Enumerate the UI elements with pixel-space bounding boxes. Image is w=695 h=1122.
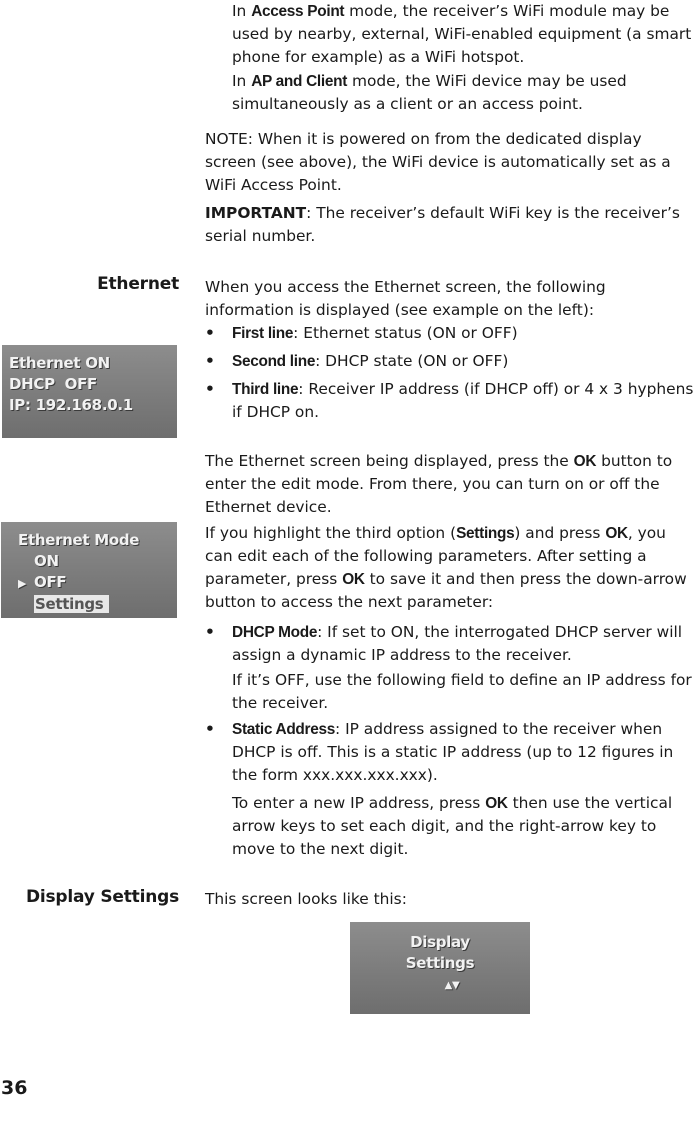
up-down-arrows-icon: ▲▼ bbox=[444, 980, 460, 991]
settings-paragraph: If you highlight the third option (Settings) and press OK, you can edit each of the following parameters. After setting a parameter, press OK to save it and then press the down-arrow button to access the next parameter: bbox=[205, 524, 687, 611]
pointer-icon: ▶ bbox=[18, 577, 27, 590]
ethernet-mode-screen-image bbox=[1, 522, 177, 618]
bullet-dot: • bbox=[205, 352, 215, 370]
ap-client-paragraph: In AP and Client mode, the WiFi device may be used simultaneously as a client or an access point. bbox=[232, 72, 627, 113]
ethernet-heading: Ethernet bbox=[97, 274, 179, 294]
screen-option-off: ▶ OFF bbox=[18, 572, 177, 594]
access-point-term: Access Point bbox=[251, 3, 345, 20]
screen-option-on: ON bbox=[34, 552, 59, 570]
screen-line-dhcp: DHCP OFF bbox=[9, 375, 97, 393]
note-paragraph: NOTE: When it is powered on from the dedicated display screen (see above), the WiFi device is automatically set as a WiFi Access Point. bbox=[205, 130, 671, 194]
access-point-paragraph: In Access Point mode, the receiver’s WiFi module may be used by nearby, external, WiFi-enabled equipment (a smart phone for example) as a WiFi hotspot. bbox=[232, 2, 692, 66]
ethernet-status-screen-image bbox=[2, 345, 177, 438]
page-number: 36 bbox=[1, 1077, 28, 1099]
bullet-dot: • bbox=[205, 623, 215, 641]
display-settings-heading: Display Settings bbox=[25, 887, 179, 907]
bullet-dhcp-mode: • DHCP Mode: If set to ON, the interrogated DHCP server will assign a dynamic IP address to the receiver. bbox=[205, 623, 683, 664]
screen-option-settings: Settings bbox=[18, 594, 177, 615]
dhcp-off-paragraph: If it’s OFF, use the following field to define an IP address for the receiver. bbox=[232, 671, 692, 712]
bullet-first-line: • First line: Ethernet status (ON or OFF) bbox=[205, 322, 695, 345]
enter-ip-paragraph: To enter a new IP address, press OK then use the vertical arrow keys to set each digit, and the right-arrow key to move to the next digit. bbox=[232, 794, 673, 858]
display-settings-intro: This screen looks like this: bbox=[205, 890, 407, 908]
screen-line-settings: Settings bbox=[405, 954, 475, 972]
bullet-dot: • bbox=[205, 324, 215, 342]
important-label: IMPORTANT bbox=[205, 204, 307, 222]
ethernet-intro: When you access the Ethernet screen, the following information is displayed (see example on the left): bbox=[205, 278, 606, 319]
bullet-static-address: • Static Address: IP address assigned to the receiver when DHCP is off. This is a static IP address (up to 12 figures in the form xxx.xxx.xxx.xxx). bbox=[205, 720, 674, 784]
screen-line-ip: IP: 192.168.0.1 bbox=[9, 396, 133, 414]
bullet-dot: • bbox=[205, 380, 215, 398]
ap-client-term: AP and Client bbox=[251, 73, 348, 90]
display-settings-screen-image bbox=[350, 922, 530, 1014]
bullet-third-line: • Third line: Receiver IP address (if DHCP off) or 4 x 3 hyphens if DHCP on. bbox=[205, 380, 694, 421]
bullet-second-line: • Second line: DHCP state (ON or OFF) bbox=[205, 350, 695, 373]
screen-line-display: Display bbox=[410, 933, 470, 951]
bullet-dot: • bbox=[205, 720, 215, 738]
edit-mode-paragraph: The Ethernet screen being displayed, press the OK button to enter the edit mode. From there, you can turn on or off the Ethernet device. bbox=[205, 452, 673, 516]
screen-title: Ethernet Mode bbox=[18, 531, 140, 549]
screen-line-ethernet: Ethernet ON bbox=[9, 354, 110, 372]
important-paragraph: IMPORTANT: The receiver’s default WiFi key is the receiver’s serial number. bbox=[205, 204, 680, 245]
